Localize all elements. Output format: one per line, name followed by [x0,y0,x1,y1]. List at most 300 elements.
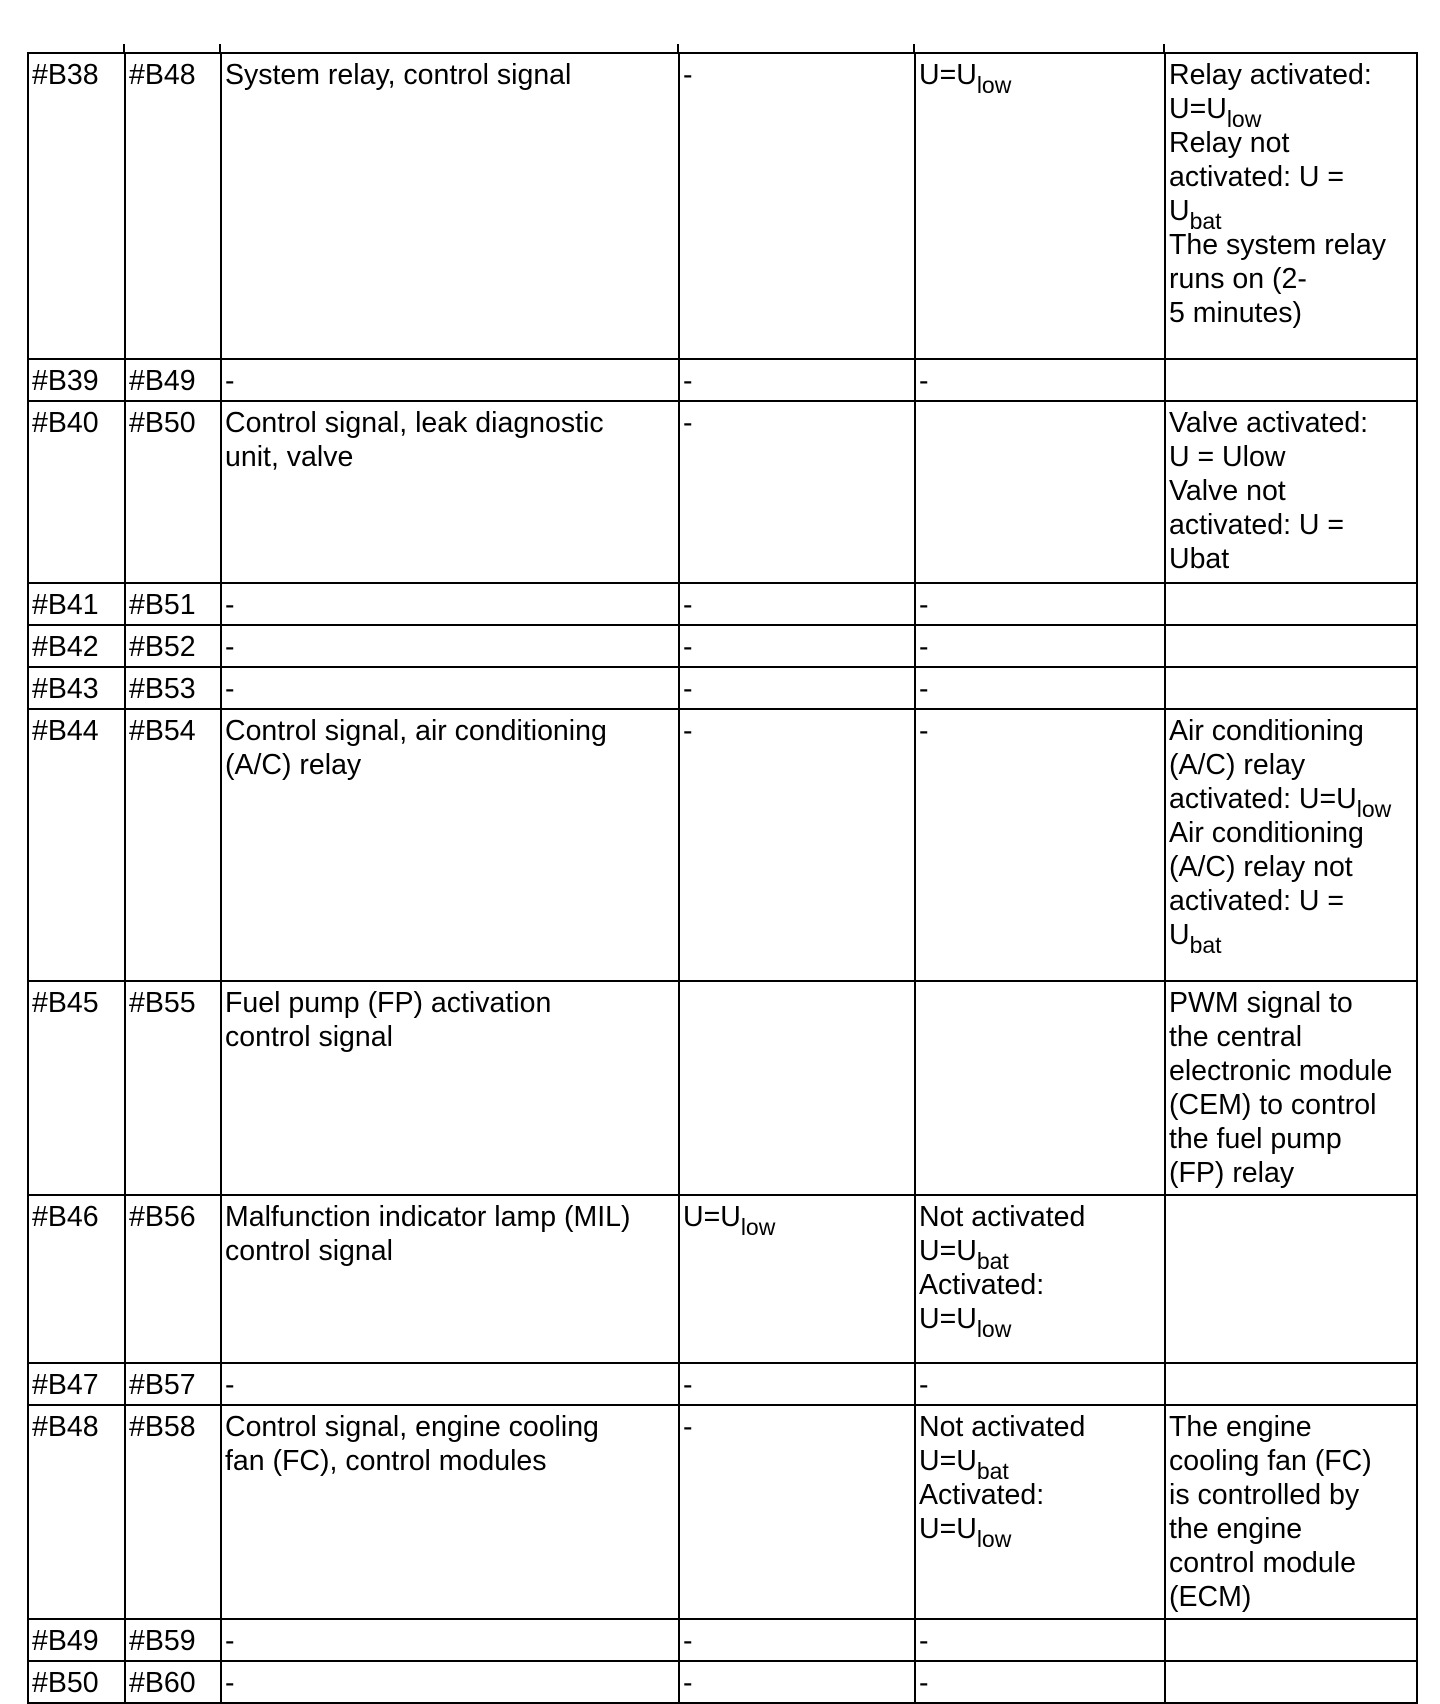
cell-text: Air conditioning [1169,715,1364,747]
cell-line [129,986,217,1020]
notes-cell [1165,709,1417,981]
notes-cell [1165,667,1417,709]
cell-text: U [1169,195,1190,227]
cell-line [919,1410,1161,1444]
description-cell [221,401,679,583]
cell-text: U=U [1169,93,1227,125]
cell-text: #B39 [32,365,99,397]
value-cell-2 [915,1619,1165,1661]
cell-line [1169,748,1413,782]
value-cell-1 [679,53,915,359]
cell-line [32,406,121,440]
cell-line [225,588,675,622]
cell-line [1169,542,1413,576]
cell-text: - [919,1667,929,1699]
value-cell-1 [679,1619,915,1661]
cell-line [683,1666,911,1700]
cell-line [1169,782,1413,822]
notes-cell [1165,53,1417,359]
value-cell-2 [915,709,1165,981]
table-row [28,53,1417,359]
cell-text: control signal [225,1021,393,1053]
table-row [28,1405,1417,1619]
cell-line [32,1624,121,1658]
table-row [28,709,1417,981]
cell-text: U [1169,919,1190,951]
cell-line [919,588,1161,622]
cell-text: (A/C) relay [1169,749,1306,781]
cell-text: - [225,631,235,663]
cell-text: runs on (2- [1169,263,1307,295]
notes-cell [1165,1405,1417,1619]
cell-text: Valve activated: [1169,407,1369,439]
cell-text: #B43 [32,673,99,705]
description-cell [221,583,679,625]
cell-text: #B46 [32,1201,99,1233]
cell-text: Relay not [1169,127,1290,159]
value-cell-2 [915,667,1165,709]
cell-line [683,630,911,664]
subscript: bat [1189,932,1222,958]
value-cell-1 [679,1195,915,1363]
cell-line [225,364,675,398]
cell-text: (CEM) to control [1169,1089,1377,1121]
value-cell-1 [679,583,915,625]
cell-line [129,1200,217,1234]
cell-text: cooling fan (FC) [1169,1445,1372,1477]
notes-cell [1165,1619,1417,1661]
notes-cell [1165,583,1417,625]
pin-b-cell [125,981,221,1195]
cell-text: activated: U = [1169,509,1345,541]
cell-line [1169,126,1413,160]
cell-text: #B56 [129,1201,196,1233]
cell-line [32,1368,121,1402]
cell-text: #B45 [32,987,99,1019]
subscript: bat [976,1458,1009,1484]
cell-text: - [683,715,693,747]
cell-line [1169,918,1413,958]
cell-text: #B48 [32,1411,99,1443]
description-cell [221,981,679,1195]
cell-line [919,630,1161,664]
cell-text: - [225,673,235,705]
cell-line [683,364,911,398]
cell-text: System relay, control signal [225,59,572,91]
pin-b-cell [125,709,221,981]
cell-text: - [683,673,693,705]
pin-a-cell [28,1195,125,1363]
cell-text: #B42 [32,631,99,663]
pin-a-cell [28,1405,125,1619]
cell-text: - [919,365,929,397]
cell-text: - [919,1625,929,1657]
cell-line [225,1368,675,1402]
cell-text: #B50 [32,1667,99,1699]
value-cell-2 [915,1405,1165,1619]
cell-text: Activated: [919,1269,1045,1301]
pin-a-cell [28,1619,125,1661]
cell-text: Not activated [919,1411,1086,1443]
cell-text: unit, valve [225,441,354,473]
cell-text: #B49 [32,1625,99,1657]
description-cell [221,53,679,359]
notes-cell [1165,401,1417,583]
cell-line [225,58,675,92]
cell-text: (FP) relay [1169,1157,1295,1189]
cell-text: - [683,1411,693,1443]
cell-line [919,1624,1161,1658]
cell-text: the central [1169,1021,1303,1053]
notes-cell [1165,1363,1417,1405]
cell-text: activated: U = [1169,885,1345,917]
cell-text: U=U [919,1235,977,1267]
description-cell [221,1363,679,1405]
cell-text: - [225,1369,235,1401]
cell-line [1169,440,1413,474]
cell-text: Control signal, engine cooling [225,1411,599,1443]
pin-b-cell [125,359,221,401]
cell-line [683,1410,911,1444]
description-cell [221,667,679,709]
cell-line [683,672,911,706]
cell-text: #B57 [129,1369,196,1401]
description-cell [221,1619,679,1661]
cell-text: the fuel pump [1169,1123,1342,1155]
cell-text: control module [1169,1547,1356,1579]
cell-text: Control signal, leak diagnostic [225,407,604,439]
notes-cell [1165,981,1417,1195]
subscript: low [1356,796,1392,822]
pin-b-cell [125,1405,221,1619]
cell-line [1169,1444,1413,1478]
pin-a-cell [28,981,125,1195]
cell-line [919,1234,1161,1274]
cell-text: - [683,407,693,439]
description-cell [221,625,679,667]
pin-a-cell [28,625,125,667]
pin-b-cell [125,1661,221,1703]
cell-text: - [225,589,235,621]
value-cell-2 [915,981,1165,1195]
pin-b-cell [125,53,221,359]
pin-a-cell [28,709,125,981]
cell-text: Fuel pump (FP) activation [225,987,552,1019]
cell-text: Valve not [1169,475,1286,507]
cell-text: - [683,1667,693,1699]
value-cell-1 [679,709,915,981]
pin-a-cell [28,53,125,359]
table-row [28,667,1417,709]
cell-text: #B44 [32,715,99,747]
pin-b-cell [125,1195,221,1363]
cell-text: Ubat [1169,543,1230,575]
description-cell [221,359,679,401]
cell-line [1169,92,1413,132]
subscript: low [1226,106,1262,132]
cell-line [1169,194,1413,234]
cell-text: - [919,631,929,663]
cell-text: - [919,715,929,747]
cell-text: #B53 [129,673,196,705]
cell-line [1169,1478,1413,1512]
cell-line [225,1200,675,1234]
cell-line [683,1624,911,1658]
cell-line [225,1666,675,1700]
pin-a-cell [28,1661,125,1703]
cell-line [129,58,217,92]
cell-text: U=U [919,1303,977,1335]
value-cell-1 [679,981,915,1195]
cell-text: (ECM) [1169,1581,1252,1613]
cell-line [919,672,1161,706]
subscript: low [976,1526,1012,1552]
cell-line [129,1410,217,1444]
cell-line [919,1512,1161,1552]
cell-text: - [683,59,693,91]
value-cell-1 [679,667,915,709]
cell-line [225,440,675,474]
cell-line [225,748,675,782]
value-cell-2 [915,625,1165,667]
cell-text: electronic module [1169,1055,1393,1087]
cell-line [129,406,217,440]
value-cell-2 [915,53,1165,359]
subscript: bat [976,1248,1009,1274]
cell-line [1169,850,1413,884]
pin-b-cell [125,1363,221,1405]
cell-line [1169,1020,1413,1054]
cell-text: Not activated [919,1201,1086,1233]
value-cell-1 [679,359,915,401]
table-row [28,981,1417,1195]
pin-a-cell [28,401,125,583]
cell-text: - [225,1667,235,1699]
cell-text: #B55 [129,987,196,1019]
cell-line [683,714,911,748]
cell-text: #B38 [32,59,99,91]
cell-line [225,1234,675,1268]
cell-line [32,1410,121,1444]
cell-text: #B49 [129,365,196,397]
cell-line [919,1444,1161,1484]
cell-line [683,58,911,92]
cell-line [1169,884,1413,918]
cell-text: The engine [1169,1411,1312,1443]
cell-text: - [683,589,693,621]
description-cell [221,1661,679,1703]
cell-text: - [919,673,929,705]
cell-text: 5 minutes) [1169,297,1303,329]
cell-line [919,364,1161,398]
cell-line [1169,1122,1413,1156]
cell-text: #B51 [129,589,196,621]
subscript: low [976,1316,1012,1342]
table-row [28,583,1417,625]
value-cell-2 [915,359,1165,401]
cell-line [32,364,121,398]
cell-text: #B52 [129,631,196,663]
value-cell-1 [679,625,915,667]
cell-line [919,1368,1161,1402]
cell-line [129,364,217,398]
cell-line [919,1666,1161,1700]
value-cell-2 [915,583,1165,625]
cell-line [1169,986,1413,1020]
cell-text: #B48 [129,59,196,91]
pin-b-cell [125,667,221,709]
cell-text: activated: U = [1169,161,1345,193]
cell-text: U=U [919,1513,977,1545]
cell-text: - [683,1625,693,1657]
cell-line [683,1368,911,1402]
cell-text: #B40 [32,407,99,439]
cell-line [1169,406,1413,440]
cell-line [1169,58,1413,92]
cell-line [1169,1156,1413,1190]
cell-line [1169,474,1413,508]
notes-cell [1165,359,1417,401]
value-cell-2 [915,1661,1165,1703]
cell-text: Air conditioning [1169,817,1364,849]
subscript: low [976,72,1012,98]
table-row [28,625,1417,667]
pin-table-page [27,0,1416,1699]
value-cell-1 [679,1405,915,1619]
cell-line [919,1200,1161,1234]
pin-b-cell [125,583,221,625]
cell-text: (A/C) relay [225,749,362,781]
cell-line [919,1302,1161,1342]
cell-text: - [225,1625,235,1657]
cell-line [129,630,217,664]
value-cell-1 [679,1363,915,1405]
cell-text: - [683,631,693,663]
cell-text: U=U [919,59,977,91]
cell-line [129,1624,217,1658]
pin-b-cell [125,401,221,583]
description-cell [221,1195,679,1363]
cell-text: #B47 [32,1369,99,1401]
cell-line [1169,1410,1413,1444]
pin-b-cell [125,625,221,667]
cell-line [1169,296,1413,330]
cell-line [32,714,121,748]
cell-line [1169,1546,1413,1580]
description-cell [221,709,679,981]
cell-line [683,406,911,440]
cell-line [919,1268,1161,1302]
cell-text: - [225,365,235,397]
cell-line [919,714,1161,748]
cell-text: is controlled by [1169,1479,1360,1511]
cell-line [32,1200,121,1234]
cell-line [225,1624,675,1658]
cell-line [32,672,121,706]
subscript: low [740,1214,776,1240]
cell-text: #B54 [129,715,196,747]
cell-line [1169,160,1413,194]
cell-line [225,714,675,748]
cell-line [1169,1580,1413,1614]
cell-line [129,672,217,706]
cell-text: the engine [1169,1513,1303,1545]
cell-text: control signal [225,1235,393,1267]
cell-line [32,986,121,1020]
cell-text: #B50 [129,407,196,439]
value-cell-2 [915,1363,1165,1405]
pin-b-cell [125,1619,221,1661]
pin-a-cell [28,583,125,625]
notes-cell [1165,1661,1417,1703]
pin-table-body [28,53,1417,1703]
cell-line [129,714,217,748]
pin-a-cell [28,1363,125,1405]
cell-line [919,58,1161,98]
cell-text: Malfunction indicator lamp (MIL) [225,1201,631,1233]
cell-line [129,1368,217,1402]
cell-text: - [683,1369,693,1401]
cell-line [1169,1088,1413,1122]
cell-line [225,1444,675,1478]
pin-a-cell [28,667,125,709]
cell-text: #B59 [129,1625,196,1657]
value-cell-1 [679,401,915,583]
cell-text: - [683,365,693,397]
cell-line [32,588,121,622]
cell-line [225,986,675,1020]
table-row [28,359,1417,401]
cell-text: U = Ulow [1169,441,1286,473]
notes-cell [1165,1195,1417,1363]
cell-text: (A/C) relay not [1169,851,1353,883]
cell-line [129,588,217,622]
cell-text: - [919,589,929,621]
cell-text: fan (FC), control modules [225,1445,547,1477]
cell-text: Relay activated: [1169,59,1372,91]
table-row [28,401,1417,583]
pin-table [27,52,1418,1704]
cell-line [1169,714,1413,748]
cell-text: #B58 [129,1411,196,1443]
cell-line [32,630,121,664]
cell-line [225,672,675,706]
cell-line [225,1020,675,1054]
cell-line [129,1666,217,1700]
cell-line [1169,1054,1413,1088]
value-cell-2 [915,1195,1165,1363]
cell-text: PWM signal to [1169,987,1353,1019]
cell-line [32,58,121,92]
cell-text: - [919,1369,929,1401]
table-row [28,1363,1417,1405]
cell-line [919,1478,1161,1512]
cell-text: Control signal, air conditioning [225,715,607,747]
table-row [28,1661,1417,1703]
cell-line [225,630,675,664]
description-cell [221,1405,679,1619]
cell-line [1169,262,1413,296]
cell-line [683,1200,911,1240]
cell-line [32,1666,121,1700]
cell-text: The system relay [1169,229,1386,261]
cell-line [225,406,675,440]
cell-line [1169,508,1413,542]
value-cell-1 [679,1661,915,1703]
cell-line [683,588,911,622]
cell-text: Activated: [919,1479,1045,1511]
cell-line [225,1410,675,1444]
